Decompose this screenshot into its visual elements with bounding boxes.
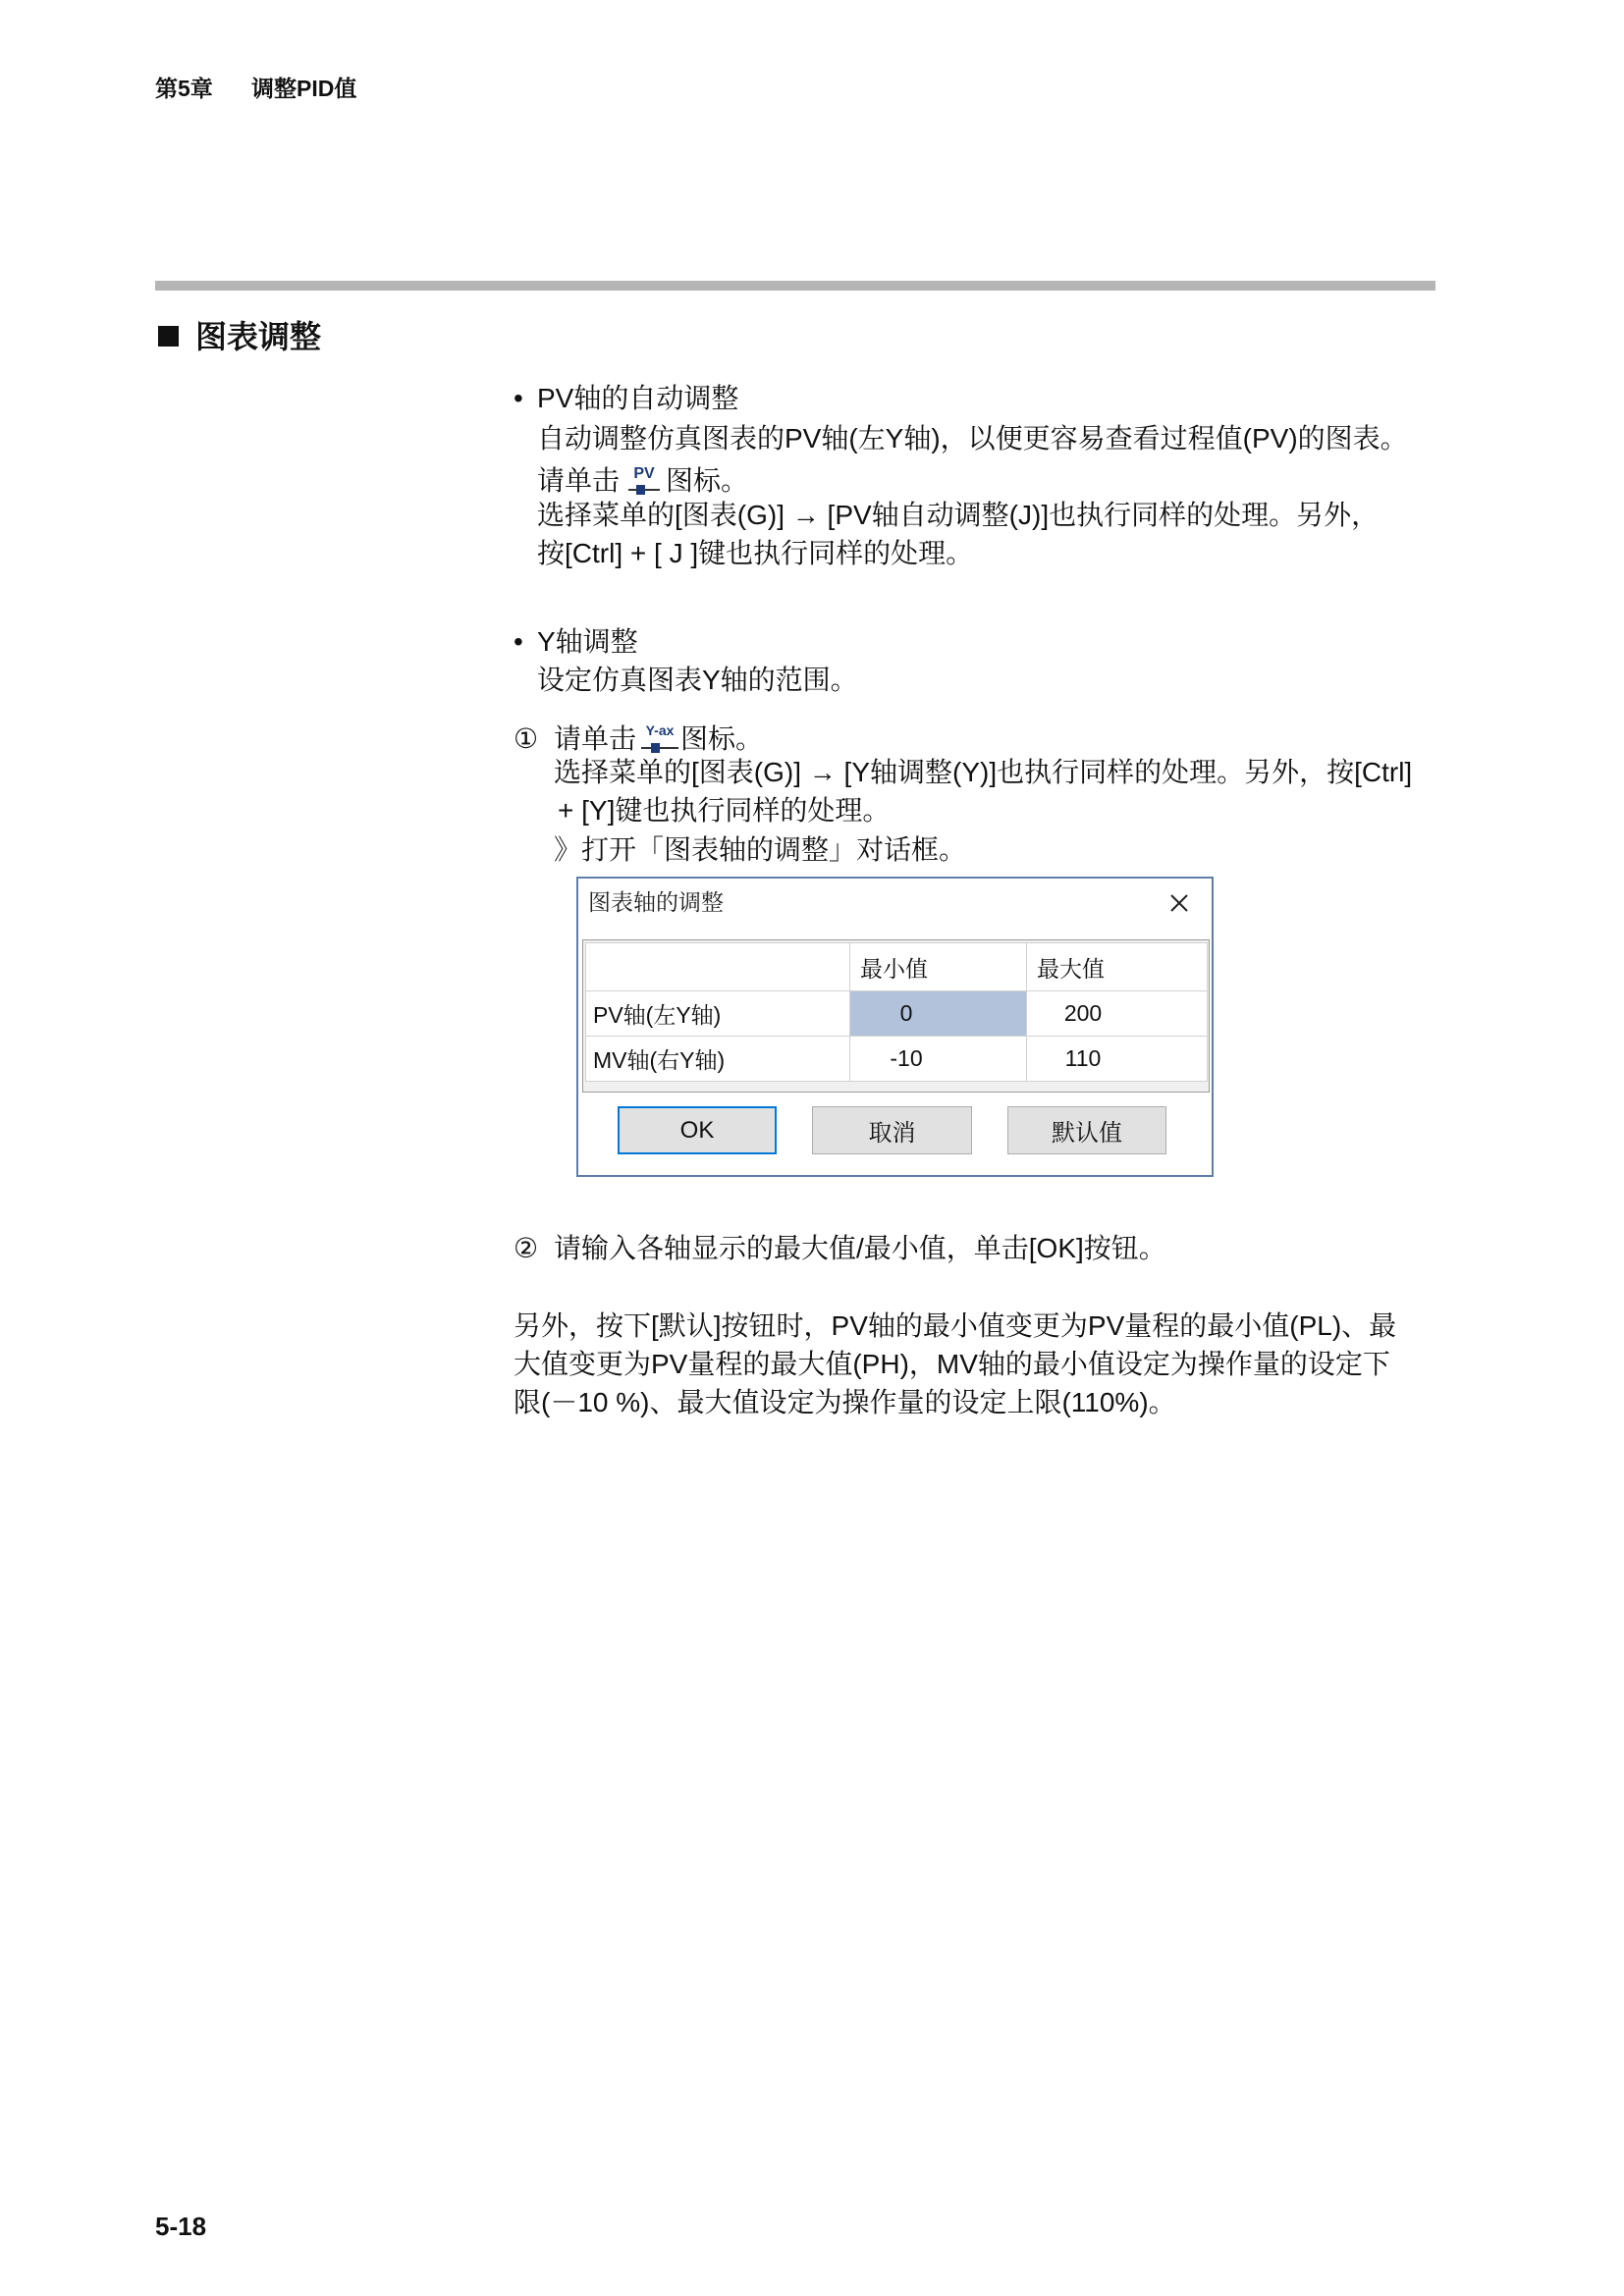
section-title: 图表调整 — [195, 319, 322, 354]
click-suffix: 图标。 — [666, 465, 749, 496]
step-1-menu-line: 选择菜单的[图表(G)] → [Y轴调整(Y)]也执行同样的处理。另外，按[Ctrl] — [554, 757, 1413, 787]
axis-range-grid — [582, 939, 1210, 1093]
pv-auto-menu-line: 选择菜单的[图表(G)] → [PV轴自动调整(J)]也执行同样的处理。另外， — [537, 500, 1380, 530]
ok-button[interactable]: OK — [618, 1106, 777, 1154]
mv-min-value: -10 — [890, 1045, 923, 1071]
note-line: 限(－10 %)、最大值设定为操作量的设定上限(110%)。 — [514, 1387, 1176, 1417]
bullet: • — [514, 626, 523, 657]
y-ax-icon-label: Y-ax — [645, 722, 675, 738]
mv-min-cell[interactable] — [850, 1037, 1027, 1082]
chapter-number: 第5章 — [155, 76, 213, 101]
chart-axis-adjust-dialog — [576, 877, 1214, 1177]
step-1-number: ① — [514, 723, 539, 754]
click-prefix: 请单击 — [537, 465, 621, 496]
pv-max-cell[interactable] — [1027, 991, 1208, 1037]
pv-min-value: 0 — [899, 1000, 913, 1026]
axis-range-table — [585, 942, 1208, 1082]
row-label-pv: PV轴(左Y轴) — [586, 991, 850, 1037]
column-header-max: 最大值 — [1027, 943, 1208, 991]
dialog-title: 图表轴的调整 — [588, 889, 724, 915]
y-axis-description: 设定仿真图表Y轴的范围。 — [537, 665, 858, 695]
note-line: 大值变更为PV量程的最大值(PH)，MV轴的最小值设定为操作量的设定下 — [514, 1349, 1390, 1379]
table-row — [586, 991, 1208, 1037]
y-axis-adjust-icon — [639, 721, 680, 757]
pv-min-cell[interactable] — [850, 991, 1027, 1037]
bullet: • — [514, 383, 523, 413]
step-1-instruction — [514, 721, 763, 758]
pv-auto-heading-text: PV轴的自动调整 — [537, 383, 739, 413]
y-axis-heading-text: Y轴调整 — [537, 626, 638, 657]
pv-icon-label: PV — [633, 465, 655, 482]
step-2-text: 请输入各轴显示的最大值/最小值，单击[OK]按钮。 — [554, 1233, 1166, 1263]
section-marker-icon — [158, 326, 179, 347]
cancel-button[interactable]: 取消 — [812, 1106, 972, 1154]
section-divider — [155, 281, 1435, 291]
table-header-row — [586, 943, 1208, 991]
table-corner-cell — [586, 943, 850, 991]
pv-auto-description: 自动调整仿真图表的PV轴(左Y轴)，以便更容易查看过程值(PV)的图表。 — [537, 423, 1408, 454]
click-prefix: 请单击 — [554, 723, 637, 754]
step-2-instruction — [514, 1230, 1166, 1267]
chapter-title: 调整PID值 — [251, 76, 357, 101]
row-label-mv: MV轴(右Y轴) — [586, 1037, 850, 1082]
note-line: 另外，按下[默认]按钮时，PV轴的最小值变更为PV量程的最小值(PL)、最 — [514, 1310, 1397, 1341]
pv-auto-heading — [514, 380, 738, 417]
close-icon — [1167, 891, 1191, 915]
click-suffix: 图标。 — [680, 723, 764, 754]
mv-max-cell[interactable] — [1027, 1037, 1208, 1082]
step-1-key-line: + [Y]键也执行同样的处理。 — [558, 795, 891, 826]
close-button[interactable] — [1167, 891, 1191, 915]
pv-auto-click-instruction — [537, 462, 748, 500]
pv-auto-key-line: 按[Ctrl] + [ J ]键也执行同样的处理。 — [537, 538, 974, 568]
column-header-min: 最小值 — [850, 943, 1027, 991]
step-2-number: ② — [514, 1233, 539, 1263]
step-1-result-line: 》打开「图表轴的调整」对话框。 — [554, 834, 967, 865]
pv-axis-auto-adjust-icon — [626, 463, 662, 499]
default-button[interactable]: 默认值 — [1007, 1106, 1166, 1154]
table-row — [586, 1037, 1208, 1082]
pv-max-value: 200 — [1063, 1000, 1103, 1026]
page-number: 5-18 — [155, 2212, 207, 2241]
mv-max-value: 110 — [1064, 1045, 1102, 1071]
y-axis-heading — [514, 623, 638, 661]
